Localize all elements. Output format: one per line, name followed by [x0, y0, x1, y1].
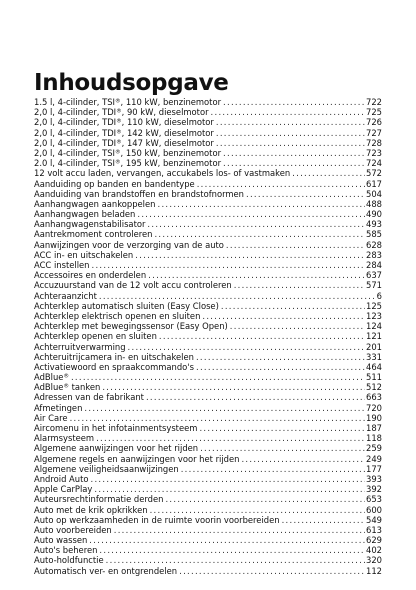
- toc-entry: [34, 189, 382, 199]
- dot-leader: [128, 342, 365, 352]
- toc-entry: [34, 148, 382, 158]
- toc-entry-label: [34, 179, 195, 189]
- dot-leader: [148, 270, 365, 280]
- toc-entry: [34, 372, 382, 382]
- toc-entry-text: Adressen van de fabrikant: [34, 392, 144, 403]
- toc-entry: [34, 331, 382, 341]
- dot-leader: [99, 545, 365, 555]
- toc-entry: [34, 209, 382, 219]
- toc-entry-label: [34, 280, 232, 290]
- registered-mark: ®: [63, 373, 69, 380]
- dot-leader: [196, 352, 365, 362]
- toc-entry-text: Aanhangwagen beladen: [34, 209, 136, 220]
- toc-entry-label: [34, 148, 221, 158]
- toc-entry-text: , 150 kW, benzinemotor: [120, 147, 222, 158]
- toc-entry-text: Achteraanzicht: [34, 290, 97, 301]
- toc-entry-page: 259: [366, 443, 382, 454]
- toc-entry-text: ACC in- en uitschakelen: [34, 249, 134, 260]
- toc-entry: [34, 505, 382, 515]
- toc-entry-label: [34, 301, 219, 311]
- toc-entry-label: [34, 433, 94, 443]
- toc-entry-text: Activatiewoord en spraakcommando's: [34, 361, 194, 372]
- toc-entry-label: [34, 403, 82, 413]
- toc-entry-label: [34, 505, 148, 515]
- toc-entry-text: Achterklep met bewegingssensor (Easy Open): [34, 321, 228, 332]
- toc-entry-label: [34, 107, 209, 117]
- toc-entry: [34, 392, 382, 402]
- toc-entry: [34, 545, 382, 555]
- toc-entry-text: Auteursrechtinformatie derden: [34, 494, 164, 505]
- toc-entry-text: 2,0 l, 4-cilinder, TDI: [34, 117, 117, 128]
- registered-mark: ®: [63, 383, 69, 390]
- registered-mark: ®: [115, 159, 121, 166]
- toc-entry: [34, 97, 382, 107]
- toc-entry: [34, 525, 382, 535]
- toc-entry-label: [34, 525, 112, 535]
- toc-entry-label: [34, 464, 179, 474]
- toc-entry-page: 572: [366, 168, 382, 179]
- toc-entry: [34, 179, 382, 189]
- toc-entry-text: 12 volt accu laden, vervangen, accukabels los- of vastmaken: [34, 168, 291, 179]
- toc-entry-page: 724: [366, 158, 382, 169]
- dot-leader: [135, 250, 365, 260]
- toc-entry-page: 402: [366, 545, 382, 556]
- toc-entry-text: 2,0 l, 4-cilinder, TDI: [34, 137, 117, 148]
- toc-entry-text: Algemene regels en aanwijzingen voor het rijden: [34, 453, 240, 464]
- toc-entry-page: 284: [366, 260, 382, 270]
- toc-entry-text: Aantrekmoment controleren: [34, 229, 153, 240]
- toc-entry-page: 629: [366, 535, 382, 546]
- toc-entry-label: [34, 566, 177, 576]
- toc-entry-page: 124: [366, 321, 382, 332]
- dot-leader: [230, 321, 365, 331]
- toc-entry-text: AdBlue: [34, 382, 64, 393]
- toc-entry-page: 637: [366, 270, 382, 281]
- toc-entry: [34, 494, 382, 504]
- toc-entry-label: [34, 515, 280, 525]
- toc-entry-label: [34, 474, 89, 484]
- toc-entry-page: 727: [366, 127, 382, 138]
- toc-entry-page: 571: [366, 280, 382, 291]
- toc-entry-page: 320: [366, 555, 382, 566]
- toc-entry-page: 201: [366, 341, 382, 352]
- dot-leader: [165, 494, 365, 504]
- toc-entry-label: [34, 189, 244, 199]
- toc-entry-page: 628: [366, 239, 382, 250]
- dot-leader: [200, 443, 365, 453]
- toc-entry-label: [34, 291, 97, 301]
- registered-mark: ®: [116, 118, 122, 125]
- toc-entry-text: 2,0 l, 4-cilinder, TDI: [34, 127, 117, 138]
- toc-entry-page: 464: [366, 361, 382, 372]
- toc-entry-text: 2.0 l, 4-cilinder, TSI: [34, 158, 116, 169]
- toc-entry-text: Accessoires en onderdelen: [34, 270, 147, 281]
- toc-entry-label: [34, 342, 126, 352]
- toc-entry-label: [34, 555, 104, 565]
- toc-entry: [34, 117, 382, 127]
- toc-entry-text: Accuzuurstand van de 12 volt accu controleren: [34, 280, 232, 291]
- dot-leader: [146, 392, 365, 402]
- toc-entry-text: Aanwijzingen voor de verzorging van de auto: [34, 239, 224, 250]
- toc-entry-text: 2,0 l, 4-cilinder, TDI: [34, 107, 117, 118]
- dot-leader: [221, 301, 365, 311]
- dot-leader: [150, 505, 365, 515]
- toc-entry-text: Algemene aanwijzingen voor het rijden: [34, 443, 199, 454]
- dot-leader: [114, 525, 365, 535]
- toc-entry-page: 392: [366, 484, 382, 495]
- dot-leader: [202, 311, 365, 321]
- registered-mark: ®: [116, 129, 122, 136]
- toc-entry-label: [34, 372, 69, 382]
- toc-entry: [34, 555, 382, 565]
- toc-entry: [34, 515, 382, 525]
- toc-entry-page: 549: [366, 514, 382, 525]
- toc-entry-label: [34, 484, 92, 494]
- toc-entry-label: [34, 362, 194, 372]
- toc-entry-label: [34, 128, 214, 138]
- toc-entry: [34, 403, 382, 413]
- toc-entry-page: 118: [366, 433, 382, 444]
- toc-entry: [34, 128, 382, 138]
- toc-entry-label: [34, 494, 163, 504]
- toc-entry-page: 728: [366, 137, 382, 148]
- toc-entry-text: Aanduiding van brandstoffen en brandstofnormen: [34, 188, 244, 199]
- dot-leader: [223, 148, 365, 158]
- toc-entry-label: [34, 352, 194, 362]
- toc-entry-label: [34, 168, 290, 178]
- toc-entry: [34, 321, 382, 331]
- toc-entry-label: [34, 240, 224, 250]
- toc-entry-label: [34, 158, 221, 168]
- toc-entry: [34, 158, 382, 168]
- dot-leader: [99, 291, 376, 301]
- dot-leader: [181, 464, 365, 474]
- toc-entry: [34, 199, 382, 209]
- toc-entry-page: 585: [366, 229, 382, 240]
- toc-entry-text: Aanduiding op banden en bandentype: [34, 178, 195, 189]
- toc-entry-label: [34, 545, 97, 555]
- toc-entry-label: [34, 209, 135, 219]
- toc-entry: [34, 423, 382, 433]
- toc-entry-page: 121: [366, 331, 382, 342]
- toc-entry-text: Aircomenu in het infotainmentsysteem: [34, 423, 198, 433]
- toc-entry-text: Aanhangwagen aankoppelen: [34, 198, 156, 209]
- dot-leader: [157, 199, 365, 209]
- toc-list: [34, 97, 382, 576]
- dot-leader: [106, 555, 365, 565]
- toc-entry: [34, 219, 382, 229]
- toc-entry-text: Air Care: [34, 412, 68, 423]
- toc-entry-text: Alarmsysteem: [34, 433, 95, 444]
- toc-entry-text: , 142 kW, dieselmotor: [121, 127, 214, 138]
- toc-entry: [34, 240, 382, 250]
- dot-leader: [159, 331, 365, 341]
- toc-entry-label: [34, 413, 68, 423]
- page-title: Inhoudsopgave: [34, 70, 229, 96]
- toc-entry: [34, 464, 382, 474]
- toc-entry-label: [34, 138, 214, 148]
- toc-entry-page: 123: [366, 310, 382, 321]
- toc-entry-label: [34, 117, 214, 127]
- toc-entry-text: Auto's beheren: [34, 545, 98, 556]
- toc-entry-page: 512: [366, 382, 382, 393]
- toc-entry-page: 249: [366, 453, 382, 464]
- toc-entry-text: , 195 kW, benzinemotor: [120, 158, 222, 169]
- toc-entry: [34, 168, 382, 178]
- toc-entry-label: [34, 423, 197, 433]
- toc-entry: [34, 382, 382, 392]
- dot-leader: [70, 413, 365, 423]
- toc-entry-text: Auto met de krik opkrikken: [34, 504, 148, 515]
- toc-entry: [34, 280, 382, 290]
- toc-entry-text: Aanhangwagenstabilisator: [34, 219, 146, 230]
- dot-leader: [216, 117, 365, 127]
- toc-entry-page: 125: [366, 300, 382, 311]
- dot-leader: [96, 433, 365, 443]
- toc-entry-text: , 147 kW, dieselmotor: [121, 137, 214, 148]
- toc-entry-label: [34, 321, 228, 331]
- toc-entry-label: [34, 382, 100, 392]
- toc-entry-text: Android Auto: [34, 473, 89, 484]
- toc-entry: [34, 362, 382, 372]
- toc-entry-page: 283: [366, 249, 382, 260]
- dot-leader: [211, 107, 365, 117]
- toc-entry-text: Auto-holdfunctie: [34, 555, 104, 566]
- toc-entry-page: 393: [366, 473, 382, 484]
- dot-leader: [179, 566, 365, 576]
- toc-entry-page: 504: [366, 188, 382, 199]
- dot-leader: [199, 423, 365, 433]
- dot-leader: [246, 189, 365, 199]
- dot-leader: [241, 454, 365, 464]
- dot-leader: [196, 362, 365, 372]
- dot-leader: [216, 128, 365, 138]
- dot-leader: [226, 240, 365, 250]
- toc-entry: [34, 443, 382, 453]
- toc-entry: [34, 270, 382, 280]
- dot-leader: [102, 382, 365, 392]
- toc-entry-page: 177: [366, 463, 382, 474]
- dot-leader: [223, 97, 365, 107]
- toc-entry-label: [34, 443, 198, 453]
- toc-entry-text: Afmetingen: [34, 402, 83, 413]
- toc-entry-label: [34, 331, 157, 341]
- toc-entry-text: Algemene veiligheidsaanwijzingen: [34, 463, 179, 474]
- toc-entry-page: 653: [366, 494, 382, 505]
- toc-entry: [34, 260, 382, 270]
- dot-leader: [216, 138, 365, 148]
- toc-entry: [34, 474, 382, 484]
- toc-entry: [34, 566, 382, 576]
- toc-entry-page: 331: [366, 351, 382, 362]
- toc-entry-text: 2,0 l, 4-cilinder, TSI: [34, 147, 116, 158]
- toc-entry-text: , 110 kW, dieselmotor: [121, 117, 214, 128]
- toc-entry-text: ACC instellen: [34, 260, 90, 270]
- dot-leader: [197, 179, 365, 189]
- registered-mark: ®: [115, 98, 121, 105]
- toc-entry-label: [34, 535, 87, 545]
- toc-entry: [34, 107, 382, 117]
- registered-mark: ®: [116, 139, 122, 146]
- registered-mark: ®: [115, 149, 121, 156]
- toc-entry-text: Auto op werkzaamheden in de ruimte voorin voorbereiden: [34, 514, 280, 525]
- toc-entry: [34, 454, 382, 464]
- toc-entry-page: 187: [366, 423, 382, 433]
- toc-entry-page: 511: [366, 372, 382, 383]
- dot-leader: [91, 474, 366, 484]
- toc-entry-text: tanken: [68, 382, 101, 393]
- dot-leader: [94, 484, 365, 494]
- toc-entry-page: 6: [376, 290, 382, 301]
- dot-leader: [137, 209, 365, 219]
- toc-entry-text: , 110 kW, benzinemotor: [120, 97, 222, 107]
- toc-entry-text: 1.5 l, 4-cilinder, TSI: [34, 97, 116, 107]
- toc-entry-label: [34, 260, 90, 270]
- toc-entry-label: [34, 229, 152, 239]
- dot-leader: [282, 515, 365, 525]
- toc-entry-page: 726: [366, 117, 382, 128]
- toc-entry-label: [34, 219, 145, 229]
- toc-entry-page: 190: [366, 412, 382, 423]
- dot-leader: [89, 535, 365, 545]
- dot-leader: [223, 158, 365, 168]
- toc-entry-text: Achterruitverwarming: [34, 341, 126, 352]
- toc-entry: [34, 433, 382, 443]
- toc-entry-page: 600: [366, 504, 382, 515]
- toc-entry-page: 490: [366, 209, 382, 220]
- toc-entry: [34, 138, 382, 148]
- toc-entry-page: 493: [366, 219, 382, 230]
- toc-entry-label: [34, 199, 155, 209]
- toc-entry: [34, 229, 382, 239]
- toc-entry: [34, 250, 382, 260]
- toc-entry-text: Automatisch ver- en ontgrendelen: [34, 565, 178, 576]
- toc-entry-text: Achterklep elektrisch openen en sluiten: [34, 310, 201, 321]
- toc-entry-label: [34, 250, 133, 260]
- toc-entry-page: 488: [366, 198, 382, 209]
- toc-entry-text: Auto voorbereiden: [34, 524, 112, 535]
- toc-entry: [34, 352, 382, 362]
- toc-entry: [34, 342, 382, 352]
- toc-entry: [34, 311, 382, 321]
- toc-entry-text: Achteruitrijcamera in- en uitschakelen: [34, 351, 194, 362]
- toc-entry-label: [34, 454, 239, 464]
- toc-entry-text: Auto wassen: [34, 535, 88, 546]
- toc-entry-text: AdBlue: [34, 372, 64, 383]
- dot-leader: [147, 219, 365, 229]
- toc-entry-text: Achterklep automatisch sluiten (Easy Close): [34, 300, 219, 311]
- toc-entry-page: 720: [366, 402, 382, 413]
- toc-entry-page: 725: [366, 107, 382, 118]
- dot-leader: [92, 260, 366, 270]
- toc-entry-label: [34, 311, 200, 321]
- dot-leader: [154, 229, 365, 239]
- toc-entry: [34, 291, 382, 301]
- toc-entry-text: Apple CarPlay: [34, 484, 93, 495]
- toc-entry-label: [34, 270, 146, 280]
- toc-entry-page: 723: [366, 147, 382, 158]
- registered-mark: ®: [116, 108, 122, 115]
- toc-entry-page: 112: [366, 565, 382, 576]
- toc-entry-page: 613: [366, 524, 382, 535]
- dot-leader: [71, 372, 365, 382]
- dot-leader: [234, 280, 365, 290]
- toc-entry-label: [34, 97, 221, 107]
- toc-entry-page: 722: [366, 97, 382, 107]
- toc-entry-page: 663: [366, 392, 382, 403]
- toc-entry-text: , 90 kW, dieselmotor: [121, 107, 209, 118]
- toc-entry: [34, 484, 382, 494]
- toc-entry-page: 617: [366, 178, 382, 189]
- toc-entry: [34, 301, 382, 311]
- dot-leader: [84, 403, 365, 413]
- toc-entry-label: [34, 392, 144, 402]
- toc-entry: [34, 535, 382, 545]
- toc-entry-text: Achterklep openen en sluiten: [34, 331, 157, 342]
- toc-entry: [34, 413, 382, 423]
- dot-leader: [292, 168, 365, 178]
